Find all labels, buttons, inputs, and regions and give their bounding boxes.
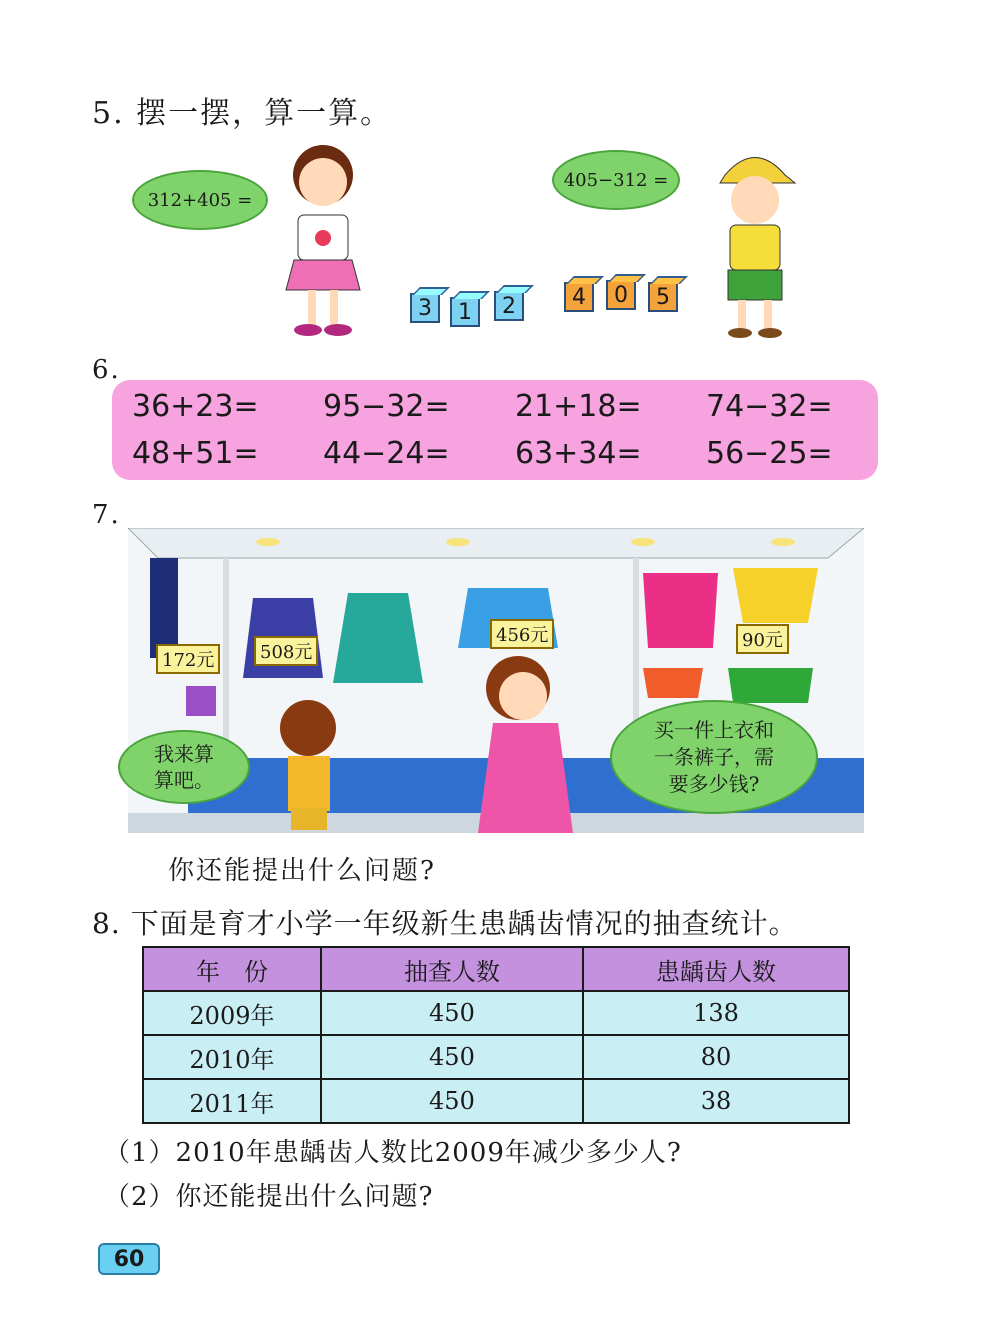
table-row	[143, 991, 849, 1035]
speech-bubble-woman	[610, 700, 818, 814]
bubble-woman-line2: 一条裤子，需	[654, 744, 774, 769]
price-tag-pants: 172元	[156, 644, 220, 674]
calc-r2-c4: 56−25=	[706, 436, 833, 471]
calc-r1-c3: 21+18=	[515, 389, 642, 424]
cube-4: 4	[564, 282, 594, 312]
calc-r1-c1: 36+23=	[132, 389, 259, 424]
bubble-woman-line1: 买一件上衣和	[654, 717, 774, 742]
cube-1: 1	[450, 297, 480, 327]
girl-illustration	[268, 130, 378, 345]
table-row	[143, 1035, 849, 1079]
cell-year: 2011年	[143, 1079, 321, 1123]
question-1: （1）2010年患龋齿人数比2009年减少多少人?	[104, 1138, 682, 1168]
header-year: 年 份	[143, 947, 321, 991]
cell-cavities: 138	[583, 991, 849, 1035]
cube-5: 5	[648, 282, 678, 312]
cell-year: 2009年	[143, 991, 321, 1035]
calc-r2-c1: 48+51=	[132, 436, 259, 471]
calc-r2-c3: 63+34=	[515, 436, 642, 471]
section7-question: 你还能提出什么问题?	[168, 856, 436, 886]
cell-sampled: 450	[321, 1079, 583, 1123]
cell-cavities: 80	[583, 1035, 849, 1079]
price-tag-suit: 508元	[254, 636, 318, 666]
bubble-girl-line1: 我来算	[154, 742, 214, 766]
calc-r2-c2: 44−24=	[323, 436, 450, 471]
cell-cavities: 38	[583, 1079, 849, 1123]
cavities-table	[142, 946, 850, 1124]
speech-bubble-girl	[118, 730, 250, 804]
boy-illustration	[700, 145, 810, 345]
question-2: （2）你还能提出什么问题?	[104, 1182, 434, 1212]
page-number: 60	[98, 1243, 160, 1275]
price-tag-tshirt: 90元	[736, 624, 789, 654]
cube-0: 0	[606, 280, 636, 310]
table-header-row	[143, 947, 849, 991]
section7-number: 7.	[92, 500, 121, 530]
section8-heading: 8. 下面是育才小学一年级新生患龋齿情况的抽查统计。	[92, 907, 798, 940]
section6-number: 6.	[92, 355, 121, 385]
table-row	[143, 1079, 849, 1123]
calc-r1-c2: 95−32=	[323, 389, 450, 424]
cube-3: 3	[410, 293, 440, 323]
cube-2: 2	[494, 291, 524, 321]
bubble-girl-line2: 算吧。	[154, 768, 214, 792]
header-cavities: 患龋齿人数	[583, 947, 849, 991]
header-sampled: 抽查人数	[321, 947, 583, 991]
speech-bubble-right: 405−312 =	[552, 150, 680, 210]
cell-sampled: 450	[321, 1035, 583, 1079]
speech-bubble-left: 312+405 =	[132, 170, 268, 230]
cell-sampled: 450	[321, 991, 583, 1035]
calc-r1-c4: 74−32=	[706, 389, 833, 424]
section5-heading: 5. 摆一摆，算一算。	[92, 96, 393, 131]
cell-year: 2010年	[143, 1035, 321, 1079]
bubble-woman-line3: 要多少钱?	[668, 771, 760, 796]
price-tag-sweater: 456元	[490, 619, 554, 649]
